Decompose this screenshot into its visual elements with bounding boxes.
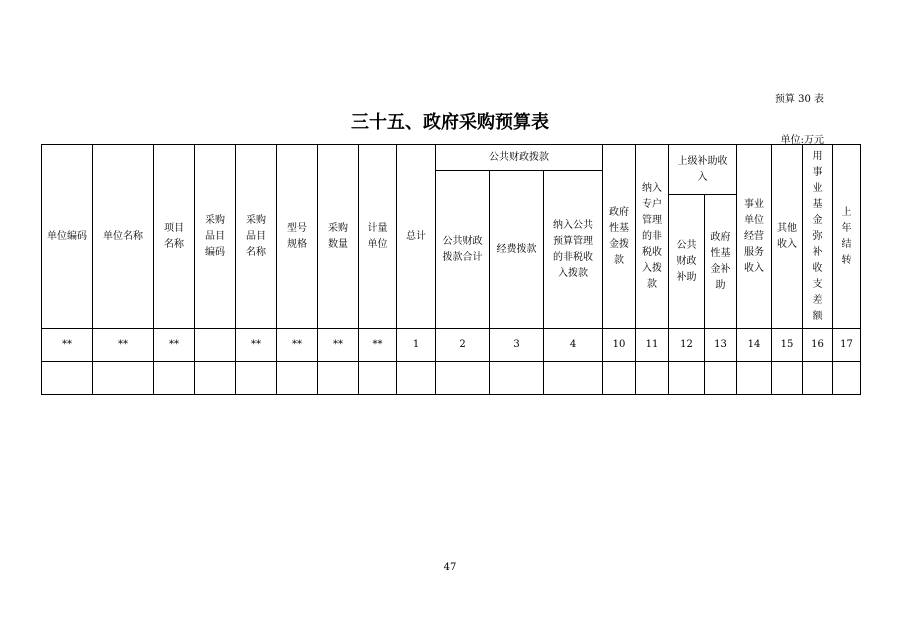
- table-cell: 14: [737, 329, 772, 362]
- table-row-blank: [42, 362, 861, 395]
- table-cell: [195, 329, 236, 362]
- header-expense: 经费拨款: [490, 171, 544, 329]
- table-cell: [436, 362, 490, 395]
- table-cell: [705, 362, 737, 395]
- table-cell: 17: [833, 329, 861, 362]
- header-project-name: 项目 名称: [154, 145, 195, 329]
- table-cell: 11: [636, 329, 669, 362]
- header-public-subsidy: 公共 财政 补助: [669, 195, 705, 329]
- table-cell: **: [154, 329, 195, 362]
- header-quantity: 采购 数量: [318, 145, 359, 329]
- unit-label: 单位:万元: [780, 135, 824, 146]
- page-title: 三十五、政府采购预算表: [351, 112, 549, 133]
- table-cell: 2: [436, 329, 490, 362]
- table-cell: **: [236, 329, 277, 362]
- header-fund-balance: 用 事 业 基 金 弥 补 收 支 差 额: [803, 145, 833, 329]
- table-cell: 16: [803, 329, 833, 362]
- header-gov-fund: 政府 性基 金拨 款: [603, 145, 636, 329]
- table-cell: **: [318, 329, 359, 362]
- table-cell: [669, 362, 705, 395]
- table-cell: [42, 362, 93, 395]
- table-cell: 4: [544, 329, 603, 362]
- header-public-fiscal: 公共财政拨款: [436, 145, 603, 171]
- header-public-fiscal-total: 公共财政 拨款合计: [436, 171, 490, 329]
- table-cell: 12: [669, 329, 705, 362]
- header-unit-code: 单位编码: [42, 145, 93, 329]
- table-cell: 3: [490, 329, 544, 362]
- header-total: 总计: [397, 145, 436, 329]
- header-item-code: 采购 品目 编码: [195, 145, 236, 329]
- header-model-spec: 型号 规格: [277, 145, 318, 329]
- header-nontax: 纳入公共 预算管理 的非税收 入拨款: [544, 171, 603, 329]
- table-cell: **: [359, 329, 397, 362]
- table-cell: [603, 362, 636, 395]
- table-cell: [318, 362, 359, 395]
- header-gov-fund-subsidy: 政府 性基 金补 助: [705, 195, 737, 329]
- form-number: 预算 30 表: [774, 94, 824, 105]
- table-cell: **: [93, 329, 154, 362]
- header-item-name: 采购 品目 名称: [236, 145, 277, 329]
- procurement-budget-table: [41, 144, 861, 395]
- header-superior-subsidy: 上级补助收 入: [669, 145, 737, 195]
- header-measure-unit: 计量 单位: [359, 145, 397, 329]
- table-row-numbers: [42, 329, 861, 362]
- table-cell: [236, 362, 277, 395]
- table-cell: 10: [603, 329, 636, 362]
- table-cell: [490, 362, 544, 395]
- table-cell: [737, 362, 772, 395]
- header-business-income: 事业 单位 经营 服务 收入: [737, 145, 772, 329]
- table-cell: **: [42, 329, 93, 362]
- table-cell: 1: [397, 329, 436, 362]
- table-cell: [544, 362, 603, 395]
- table-cell: [93, 362, 154, 395]
- table-cell: [772, 362, 803, 395]
- table-cell: 15: [772, 329, 803, 362]
- table-cell: [154, 362, 195, 395]
- table-cell: **: [277, 329, 318, 362]
- header-other-income: 其他 收入: [772, 145, 803, 329]
- table-cell: [397, 362, 436, 395]
- table-cell: [195, 362, 236, 395]
- table-cell: [359, 362, 397, 395]
- table-cell: [803, 362, 833, 395]
- table-cell: [277, 362, 318, 395]
- page-number: 47: [443, 562, 457, 573]
- table-cell: [636, 362, 669, 395]
- table-cell: 13: [705, 329, 737, 362]
- table-cell: [833, 362, 861, 395]
- header-unit-name: 单位名称: [93, 145, 154, 329]
- header-carryover: 上 年 结 转: [833, 145, 861, 329]
- header-special-nontax: 纳入 专户 管理 的非 税收 入拨 款: [636, 145, 669, 329]
